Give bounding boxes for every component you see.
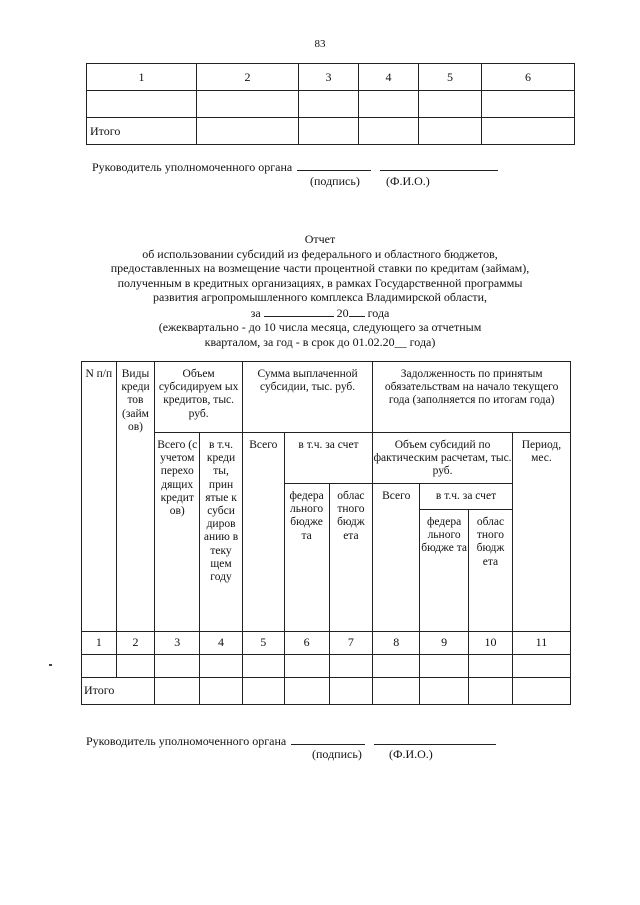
name-hint: (Ф.И.О.) bbox=[386, 174, 430, 188]
number-row bbox=[82, 632, 571, 655]
table-cell bbox=[482, 118, 575, 145]
signature-line bbox=[86, 733, 496, 749]
col-number: 8 bbox=[373, 632, 420, 655]
col-number: 6 bbox=[284, 632, 329, 655]
col-paid-incl: в т.ч. за счет bbox=[284, 433, 373, 484]
report-period: за 20 года bbox=[250, 305, 390, 320]
table-cell bbox=[359, 91, 419, 118]
report-line: предоставленных на возмещение части процентной ставки по кредитам (займам), bbox=[110, 261, 530, 275]
col-debt-regional: облас тного бюдж ета bbox=[469, 510, 513, 632]
table-cell bbox=[419, 118, 482, 145]
report-note: (ежеквартально - до 10 числа месяца, следующего за отчетным bbox=[158, 320, 482, 334]
table-cell bbox=[197, 91, 299, 118]
name-blank bbox=[380, 159, 498, 171]
col-credit-types: Виды креди тов (займ ов) bbox=[116, 362, 155, 632]
col-number: 7 bbox=[329, 632, 373, 655]
table-top bbox=[86, 63, 575, 145]
scan-mark bbox=[49, 664, 52, 666]
col-volume-total: Всего (с учетом перехо дящих кредит ов) bbox=[155, 433, 200, 632]
table-cell bbox=[419, 91, 482, 118]
col-debt: Задолженность по принятым обязательствам на начало текущего года (заполняется по итогам года) bbox=[373, 362, 571, 433]
col-debt-federal: федера льного бюдже та bbox=[420, 510, 469, 632]
col-number: 4 bbox=[200, 632, 243, 655]
signature-label: Руководитель уполномоченного органа bbox=[92, 160, 293, 174]
col-number: 10 bbox=[469, 632, 513, 655]
report-note: кварталом, за год - в срок до 01.02.20__ года) bbox=[204, 334, 436, 349]
col-number: 1 bbox=[82, 632, 117, 655]
report-line: развития агропромышленного комплекса Владимирской области, bbox=[152, 290, 488, 304]
col-debt-incl: в т.ч. за счет bbox=[420, 484, 513, 510]
col-number: 5 bbox=[242, 632, 284, 655]
table-header-row bbox=[87, 64, 575, 91]
col-number: 9 bbox=[420, 632, 469, 655]
col-header: 1 bbox=[87, 64, 197, 91]
table-cell bbox=[87, 91, 197, 118]
sign-hint: (подпись) bbox=[312, 747, 362, 761]
total-row bbox=[82, 678, 571, 705]
name-blank bbox=[374, 733, 496, 745]
col-header: 2 bbox=[197, 64, 299, 91]
col-number: 11 bbox=[512, 632, 570, 655]
sign-hint: (подпись) bbox=[310, 174, 360, 188]
table-cell bbox=[299, 118, 359, 145]
col-header: 4 bbox=[359, 64, 419, 91]
col-paid-federal: федера льного бюдже та bbox=[284, 484, 329, 632]
col-number: 2 bbox=[116, 632, 155, 655]
col-np: N п/п bbox=[82, 362, 117, 632]
report-table bbox=[81, 361, 571, 705]
col-volume-current: в т.ч. креди ты, прин ятые к субси диров анию в теку щем году bbox=[200, 433, 243, 632]
total-label: Итого bbox=[82, 678, 155, 705]
col-header: 5 bbox=[419, 64, 482, 91]
report-title: Отчет bbox=[304, 232, 336, 246]
col-header: 3 bbox=[299, 64, 359, 91]
col-debt-period: Период, мес. bbox=[512, 433, 570, 632]
table-cell bbox=[359, 118, 419, 145]
table-cell bbox=[482, 91, 575, 118]
total-row bbox=[87, 118, 575, 145]
col-paid-regional: облас тного бюдж ета bbox=[329, 484, 373, 632]
col-header: 6 bbox=[482, 64, 575, 91]
table-row bbox=[82, 655, 571, 678]
total-label: Итого bbox=[87, 118, 197, 145]
name-hint: (Ф.И.О.) bbox=[389, 747, 433, 761]
col-paid-total: Всего bbox=[242, 433, 284, 632]
report-line: полученным в кредитных организациях, в рамках Государственной программы bbox=[117, 275, 523, 290]
table-row bbox=[87, 91, 575, 118]
table-cell bbox=[299, 91, 359, 118]
report-heading bbox=[80, 232, 560, 349]
signature-blank bbox=[297, 159, 371, 171]
col-number: 3 bbox=[155, 632, 200, 655]
col-debt-total: Всего bbox=[373, 484, 420, 632]
signature-blank bbox=[291, 733, 365, 745]
col-debt-volume: Объем субсидий по фактическим расчетам, тыс. руб. bbox=[373, 433, 513, 484]
report-line: об использовании субсидий из федерального и областного бюджетов, bbox=[142, 246, 498, 261]
page-number: 83 bbox=[314, 38, 326, 50]
col-volume: Объем субсидируем ых кредитов, тыс. руб. bbox=[155, 362, 243, 433]
table-cell bbox=[197, 118, 299, 145]
col-paid: Сумма выплаченной субсидии, тыс. руб. bbox=[242, 362, 372, 433]
signature-line bbox=[92, 159, 498, 175]
signature-label: Руководитель уполномоченного органа bbox=[86, 734, 287, 748]
